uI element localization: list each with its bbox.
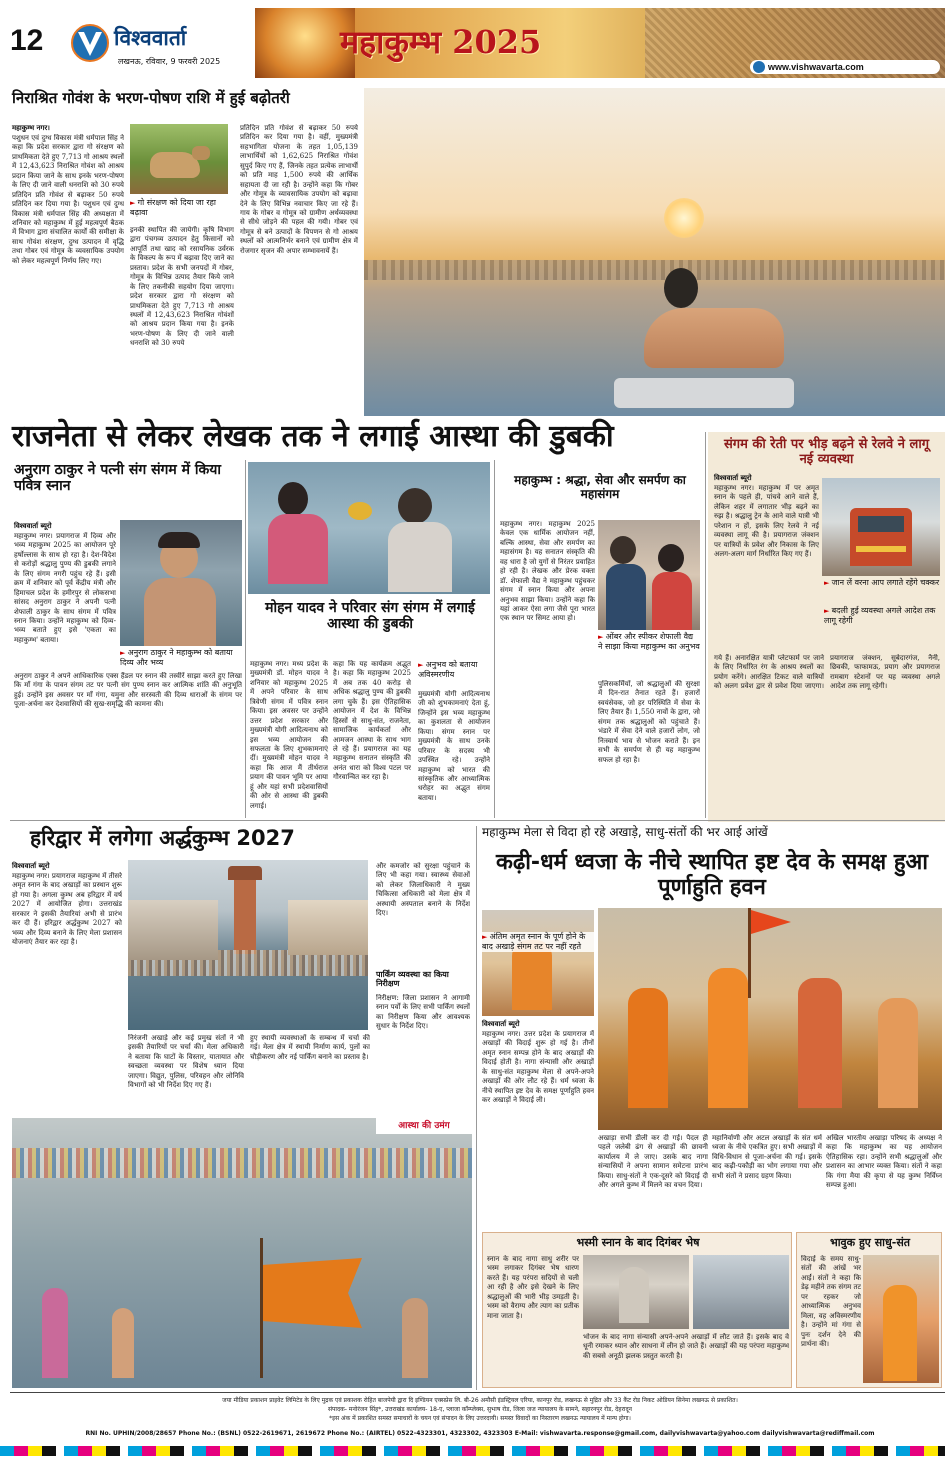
govansh-col1: पशुधन एवं दुग्ध विकास मंत्री धर्मपाल सिंह ने कहा कि प्रदेश सरकार द्वारा गो संरक्षण को प्राथमिकता देते हुए 7,713 गो आश्रय स्थलों में 12,43,623 निराश्रित गोवंश को आश्रय प्रदान किया जाने के साथ इनके भरण-पोषण के लिए दी जाने वाली धनराशि को 30 रुपये प्रतिदिन प्रति गोवंश से बढ़ाकर 50 रुपये प्रतिदिन कर दिया गया है। पशुधन एवं दुग्ध विकास मंत्री धर्मपाल सिंह की अध्यक्षता में शनिवार को महाकुम्भ में हुई महत्वपूर्ण बैठक में विभाग द्वारा संचालित कार्यों की समीक्षा के साथ गोवंश संरक्षण, दुग्ध उत्पादन में वृद्धि तथा गोबर एवं गोमूत्र के व्यवसायिक उपयोग को लेकर महत्वपूर्ण निर्णय लिए गए। — [12, 134, 124, 265]
bhasma-headline: भस्मी स्नान के बाद दिगंबर भेष — [576, 1236, 700, 1249]
govansh-photo-caption: ► गो संरक्षण को दिया जा रहा बढ़ावा — [130, 198, 228, 218]
astha-label: आस्था की उमंग — [376, 1118, 472, 1134]
main-headline: राजनेता से लेकर लेखक तक ने लगाई आस्था की डुबकी — [12, 419, 614, 454]
govansh-headline: निराश्रित गोवंश के भरण-पोषण राशि में हुई बढ़ोतरी — [12, 89, 290, 107]
akhada-byline: विश्ववार्ता ब्यूरो — [482, 1020, 520, 1028]
train-photo — [822, 478, 940, 576]
haridwar-byline: विश्ववार्ता ब्यूरो — [12, 862, 50, 870]
akhada-col3: महानिर्वाणी और अटल अखाड़ों के संत धर्म ध्वजा के नीचे एकत्रित हुए। सभी अखाड़ों में विधि-विधान से पूजा-अर्चना की गई। इसके बाद कढ़ी-पकौड़ी का भोग लगाया गया और सभी संतों ने प्रसाद ग्रहण किया। — [712, 1134, 822, 1180]
astha-ki-umang-photo — [12, 1118, 472, 1388]
railway-photo-caption-1: ► जान लें वरना आप लगाते रहेंगे चक्कर — [824, 578, 940, 588]
govansh-byline: महाकुम्भ नगर। — [12, 124, 50, 132]
seva-headline: महाकुम्भ : श्रद्धा, सेवा और समर्पण का महासंगम — [514, 473, 686, 501]
railway-col1: महाकुम्भ नगर। महाकुम्भ में पर अमृत स्नान के पहले ही, पांचवे आने वाले हैं, लेकिन शहर में लगातार भीड़ बढ़ने का रुझ है। श्रद्धालु ट्रेन के आने वाले यात्री भी परेशान न हों, इसके लिए रेलवे ने नई व्यवस्था लागू की है। प्रयागराज जंक्शन पर यात्रियों के प्रवेश और निकास के लिए अलग-अलग मार्ग निर्धारित किए गए हैं। — [714, 484, 819, 559]
railway-box — [708, 432, 945, 822]
bhasma-photo — [583, 1255, 689, 1329]
website-link[interactable] — [750, 60, 940, 74]
akhada-photo-1 — [482, 910, 594, 1016]
seva-photo-caption: ► ओंबर और स्पीकर शेफाली वैद्य ने साझा किया महाकुम्भ का अनुभव — [598, 632, 700, 652]
footer — [30, 1396, 930, 1423]
banner-title: महाकुम्भ 2025 — [340, 23, 542, 61]
anurag-headline: अनुराग ठाकुर ने पत्नी संग संगम में किया पवित्र स्नान — [14, 462, 222, 495]
bhavuk-col1: विदाई के समय साधु-संतों की आंखें भर आईं। संतों ने कहा कि डेढ़ महीने तक संगम तट पर रहकर जो आध्यात्मिक अनुभव मिला, वह अविस्मरणीय है। उन्होंने मां गंगा से पुनः दर्शन देने की प्रार्थना की। — [801, 1255, 861, 1348]
akhada-procession-photo — [598, 908, 942, 1130]
bhavuk-photo — [863, 1255, 939, 1383]
mohan-col3: मुख्यमंत्री योगी आदित्यनाथ जी को शुभकामनाएं देता हूं, जिन्होंने इस भव्य महाकुम्भ का कुशलता से आयोजन किया। संगम स्नान पर मुख्यमंत्री के साथ उनके परिवार के सदस्य भी उपस्थित रहे। उन्होंने महाकुम्भ को भारत की सांस्कृतिक और आध्यात्मिक धरोहर का अद्भुत संगम बताया। — [418, 690, 490, 802]
railway-col2: गये हैं। अनारक्षित यात्री प्लेटफार्म पर जाने के लिए निर्धारित रंग के आश्रय स्थलों का प्रयोग करेंगे। आरक्षित टिकट वाले यात्रियों को अलग प्रवेश द्वार से प्रवेश दिया जाएगा। प्रयागराज जंक्शन, सूबेदारगंज, नैनी, छिवकी, फाफामऊ, प्रयाग और प्रयागराज रामबाग स्टेशनों पर यह व्यवस्था अगले आदेश तक लागू रहेगी। — [714, 654, 940, 691]
railway-photo-caption-2: ► बदली हुई व्यवस्था अगले आदेश तक लागू रहेगी — [824, 606, 940, 626]
akhada-overline: महाकुम्भ मेला से विदा हो रहे अखाड़े, साधु-संतों की भर आई आंखें — [482, 825, 768, 839]
dateline: लखनऊ, रविवार, 9 फरवरी 2025 — [118, 57, 221, 66]
globe-icon — [753, 61, 765, 73]
divider — [494, 460, 495, 818]
bhasma-col1: स्नान के बाद नागा साधु शरीर पर भस्म लगाकर दिगंबर भेष धारण करते हैं। यह परंपरा सदियों से चली आ रही है और इसे देखने के लिए श्रद्धालुओं की भारी भीड़ उमड़ती है। भस्म को वैराग्य और त्याग का प्रतीक माना जाता है। — [487, 1255, 579, 1320]
banner — [255, 8, 945, 78]
bhasma-col2: भोजन के बाद नागा संन्यासी अपने-अपने अखाड़ों में लौट जाते हैं। इसके बाद वे धूनी रमाकर ध्यान और साधना में लीन हो जाते हैं। अखाड़ों की यह परंपरा महाकुम्भ की सबसे अनूठी झलक प्रस्तुत करती है। — [583, 1333, 789, 1360]
bhasma-box — [482, 1232, 792, 1388]
mohan-photo — [248, 462, 490, 594]
mohan-photo-caption: ► अनुभव को बताया अविस्मरणीय — [418, 660, 490, 680]
divider — [10, 1392, 945, 1393]
footer-contact: RNI No. UPHIN/2008/28657 Phone No.: (BSNL) 0522-2619671, 2619672 Phone No.: (AIRTEL) 0522-4323301, 4323302, 4323303 E-Mail: vishwavarta.response@gmail.com, dailyvishwavarta@yahoo.com dailyvishwavarta@rediffmail.com — [85, 1430, 875, 1437]
akhada-photo-caption: ► अंतिम अमृत स्नान के पूर्ण होने के बाद अखाड़े संगम तट पर नहीं रहते — [482, 932, 594, 952]
footer-line1: जया मीडिया प्रकाशन प्राइवेट लिमिटेड के लिए मुद्रक एवं प्रकाशक रोहित बाजपेयी द्वारा दि इण्डियन एक्सप्रेस लि. बी-26 अमौसी इंडस्ट्रियल एरिया, कानपुर रोड, लखनऊ से मुद्रित और 33 कैंट रोड निकट ओडियन सिनेमा लखनऊ से प्रकाशित। — [222, 1397, 738, 1404]
akhada-col1: महाकुम्भ नगर। उत्तर प्रदेश के प्रयागराज में अखाड़ों की विदाई शुरू हो गई है। तीनों अमृत स्नान सम्पन्न होने के बाद अखाड़ों की विदाई होती है। नागा संन्यासी और अखाड़ों के साधु-संत महाकुम्भ मेला से अपने-अपने अखाड़ों की ओर लौट रहे हैं। धर्म ध्वजा के नीचे स्थापित इष्ट देव के समक्ष पूर्णाहुति हवन कर अखाड़ों ने विदाई ली। — [482, 1030, 594, 1105]
anurag-col1: महाकुम्भ नगर। प्रयागराज में दिव्य और भव्य महाकुम्भ 2025 का आयोजन पूरे हर्षोल्लास के साथ हो रहा है। देश-विदेश से करोड़ों श्रद्धालु पुण्य की डुबकी लगाने के लिए संगम नगरी पहुंच रहे हैं। इसी क्रम में शनिवार को पूर्व केंद्रीय मंत्री और हिमाचल प्रदेश के हमीरपुर से लोकसभा सांसद अनुराग ठाकुर ने अपनी पत्नी शेफाली ठाकुर के साथ संगम में पवित्र स्नान किया। उन्होंने महाकुम्भ को दिव्य-भव्य बताते हुए इसे 'एकता का महाकुम्भ' बताया। — [14, 532, 116, 644]
logo-icon — [70, 22, 110, 64]
saffron-flag — [262, 1258, 362, 1328]
govansh-col3: प्रतिदिन प्रति गोवंश से बढ़ाकर 50 रुपये प्रतिदिन कर दिया गया है। वहीं, मुख्यमंत्री सहभागिता योजना के तहत 1,05,139 लाभार्थियों को 1,62,625 निराश्रित गोवंश सुपुर्द किए गए हैं, जिनके तहत प्रत्येक लाभार्थी को प्रति माह 1,500 रुपये की आर्थिक सहायता दी जा रही है। उन्होंने कहा कि गोबर और गोमूत्र के व्यावसायिक उपयोग को बढ़ावा देने के लिए विभिन्न नवाचार किए जा रहे हैं। गाय के गोबर व गोमूत्र को ग्रामीण अर्थव्यवस्था से सीधे जोड़ने की पहल की गयी। गोबर एवं गोमूत्र से बने उत्पादों के विपणन से गो आश्रय स्थलों को आत्मनिर्भर बनाने एवं ग्रामीण क्षेत्र में रोजगार सृजन की अपार सम्भावनायें हैं। — [240, 124, 358, 255]
website-text: www.vishwavarta.com — [768, 62, 864, 72]
footer-line3: *इस अंक में प्रकाशित समस्त समाचारों के चयन एवं संपादन के लिए उत्तरदायी। समस्त विवादों का निस्तारण लखनऊ न्यायालय में मान्य होगा। — [329, 1415, 631, 1422]
haridwar-subhead: पार्किंग व्यवस्था का किया निरीक्षण — [376, 970, 449, 989]
haridwar-col4b: निरीक्षण: जिला प्रशासन ने आगामी स्नान पर्वों के लिए सभी पार्किंग स्थलों का निरीक्षण किया और आवश्यक सुधार के निर्देश दिए। — [376, 994, 470, 1031]
railway-headline: संगम की रेती पर भीड़ बढ़ने से रेलवे ने लागू नई व्यवस्था — [723, 437, 930, 467]
haridwar-headline: हरिद्वार में लगेगा अर्द्धकुम्भ 2027 — [30, 826, 295, 850]
paper-name: विश्ववार्ता — [114, 26, 187, 50]
akhada-headline: कढ़ी-धर्म ध्वजा के नीचे स्थापित इष्ट देव के समक्ष हुआ पूर्णाहुति हवन — [495, 850, 929, 901]
footer-line2: संपादक- मनोरंजन सिंह*, उत्तराखंड कार्यालय- 18-ए, प्लाजा कॉम्प्लेक्स, सुभाष रोड, जिला जज न्यायालय के सामने, सहारनपुर रोड, देहरादून — [327, 1406, 633, 1413]
akhada-col2: अखाड़ा सभी डीली कर दी गई। पैदल ही पहले जलेबी ढंग से अखाड़ों की छावनी कार्यालय में ले जाए। उसके बाद नागा संन्यासियों ने अपना सामान समेटना प्रारंभ किया। साधु-संतों ने एक-दूसरे को विदाई दी और अगले कुम्भ में मिलने का वचन दिया। — [598, 1134, 708, 1190]
seva-col2: पुलिसकर्मियों, जो श्रद्धालुओं की सुरक्षा में दिन-रात तैनात रहते हैं। हजारों स्वयंसेवक, जो हर परिस्थिति में सेवा के लिए तैयार हैं। 1,550 नावों के द्वारा, जो संगम तक श्रद्धालुओं को पहुंचाते हैं। भंडारे में सेवा देने वाले हजारों लोग, जो निःस्वार्थ भाव से भोजन कराते हैं। इन सभी के समर्पण से ही यह महाकुम्भ सफल हो रहा है। — [598, 680, 700, 764]
haridwar-col4: और कमजोर को सुरक्षा पहुंचाने के लिए भी कहा गया। स्वास्थ्य सेवाओं को लेकर जिलाधिकारी ने मुख्य चिकित्सा अधिकारी को मेला क्षेत्र में अस्थायी अस्पताल बनाने के निर्देश दिए। — [376, 862, 470, 918]
divider — [705, 432, 706, 818]
mohan-headline: मोहन यादव ने परिवार संग संगम में लगाई आस्था की डुबकी — [265, 600, 475, 633]
govansh-col2: इनकी स्थापित की जायेगी। कृषि विभाग द्वारा पंचगव्य उत्पादन हेतु किसानों को आपूर्ति तथा खाद को रसायनिक उर्वरक के विकल्प के रूप में बढ़ावा दिए जाने का प्रस्ताव। प्रदेश के सभी जनपदों में गोबर, गोमूत्र के विभिन्न उत्पाद तैयार किये जाने के लिए तकनीकी सहयोग दिया जाएगा। प्रदेश सरकार द्वारा गो संरक्षण को प्राथमिकता देते हुए 7,713 गो आश्रय स्थलों में 12,43,623 निराश्रित गोवंशों को आश्रय प्रदान किया गया है। इनके भरण-पोषण के लिए दी जाने वाली धनराशि को 30 रुपये — [130, 226, 234, 348]
railway-byline: विश्ववार्ता ब्यूरो — [714, 474, 752, 482]
anurag-photo — [120, 520, 242, 646]
divider — [476, 826, 477, 1390]
mohan-col2: कहा कि यह कार्यक्रम अद्भुत है। कहा कि महाकुम्भ 2025 में अब तक 40 करोड़ से अधिक श्रद्धालु पुण्य की डुबकी लगा चुके हैं। इस ऐतिहासिक आयोजन में देश के विभिन्न हिस्सों से साधु-संत, राजनेता, सामाजिक कार्यकर्ता और आमजन आस्था के साथ भाग ले रहे हैं। प्रयागराज का यह महाकुम्भ सनातन संस्कृति की अनंत धारा को विश्व पटल पर गौरवान्वित कर रहा है। — [333, 660, 411, 782]
anurag-col2: अनुराग ठाकुर ने अपने आधिकारिक एक्स हैंडल पर स्नान की तस्वीरें साझा करते हुए लिखा कि माँ गंगा के पावन संगम तट पर पत्नी संग पुण्य स्नान कर आत्मिक शांति की अनुभूति हुई। उन्होंने इस अवसर पर माँ गंगा, यमुना और सरस्वती की दिव्य धाराओं के संगम पर पूजा-अर्चना कर देशवासियों की सुख-समृद्धि की कामना की। — [14, 672, 242, 709]
bhavuk-box — [796, 1232, 942, 1388]
anurag-photo-caption: ► अनुराग ठाकुर ने महाकुम्भ को बताया दिव्य और भव्य — [120, 648, 242, 668]
haridwar-col2: निरंजनी अखाड़े और कई प्रमुख संतों ने भी इसकी तैयारियों पर चर्चा की। मेला अधिकारी ने बताया कि घाटों के विस्तार, यातायात और स्वच्छता व्यवस्था पर विशेष ध्यान दिया जाएगा। विद्युत, पुलिस, परिवहन और लोनिवि विभागों को भी निर्देश दिए गए हैं। — [128, 1034, 244, 1090]
divider — [245, 460, 246, 818]
haridwar-col1: महाकुम्भ नगर। प्रयागराज महाकुम्भ में तीसरे अमृत स्नान के बाद अखाड़ों का प्रस्थान शुरू हो गया है। अगला कुम्भ अब हरिद्वार में वर्ष 2027 में आयोजित होगा। उत्तराखंड सरकार ने इसकी तैयारियां अभी से प्रारंभ कर दी हैं। हरिद्वार अर्द्धकुम्भ 2027 को भव्य और दिव्य बनाने के लिए मेला प्रशासन योजनाएं तैयार कर रहा है। — [12, 872, 122, 947]
mohan-col1: महाकुम्भ नगर। मध्य प्रदेश के मुख्यमंत्री डॉ. मोहन यादव ने शनिवार को महाकुम्भ 2025 में अपने परिवार के साथ त्रिवेणी संगम में पवित्र स्नान किया। इस अवसर पर उन्होंने उत्तर प्रदेश सरकार और मुख्यमंत्री योगी आदित्यनाथ को इस भव्य आयोजन की सफलता के लिए शुभकामनाएं दीं। मुख्यमंत्री मोहन यादव ने कहा कि आज मैं तीर्थराज प्रयाग की पावन भूमि पर आया हूं और यहां सभी प्रदेशवासियों की ओर से आस्था की डुबकी लगाई। — [250, 660, 328, 810]
masthead — [0, 0, 945, 80]
bhavuk-headline: भावुक हुए साधु-संत — [829, 1236, 911, 1249]
divider — [10, 820, 945, 821]
seva-photo — [598, 520, 700, 630]
anurag-byline: विश्ववार्ता ब्यूरो — [14, 522, 52, 530]
sunrise-bathing-photo — [364, 88, 945, 416]
page-number: 12 — [10, 24, 44, 57]
haridwar-photo — [128, 860, 368, 1030]
akhada-col4: अखिल भारतीय अखाड़ा परिषद के अध्यक्ष ने कहा कि महाकुम्भ का यह आयोजन ऐतिहासिक रहा। उन्होंने सभी श्रद्धालुओं और प्रशासन का आभार व्यक्त किया। संतों ने कहा कि गंगा मैया की कृपा से यह कुम्भ निर्विघ्न सम्पन्न हुआ। — [826, 1134, 942, 1190]
seva-col1: महाकुम्भ नगर। महाकुम्भ 2025 केवल एक धार्मिक आयोजन नहीं, बल्कि आस्था, सेवा और समर्पण का महासंगम है। यह सनातन संस्कृति की वह धारा है जो युगों से निरंतर प्रवाहित हो रही है। लेखक और प्रेरक वक्ता डॉ. शेफाली वैद्य ने महाकुम्भ पहुंचकर संगम में स्नान किया और अपना अनुभव साझा किया। उन्होंने कहा कि यहां आकर ऐसा लगा जैसे पूरा भारत एक स्थान पर सिमट आया हो। — [500, 520, 595, 623]
color-registration-bar — [0, 1446, 945, 1456]
bhasma-photo-2 — [693, 1255, 789, 1329]
govansh-photo — [130, 124, 228, 194]
haridwar-col3: हुए स्थायी व्यवस्थाओं के सम्बन्ध में चर्चा की गई। मेला क्षेत्र में स्थायी निर्माण कार्य, पुलों का चौड़ीकरण और नई पार्किंग बनाने का प्रस्ताव है। — [250, 1034, 370, 1061]
